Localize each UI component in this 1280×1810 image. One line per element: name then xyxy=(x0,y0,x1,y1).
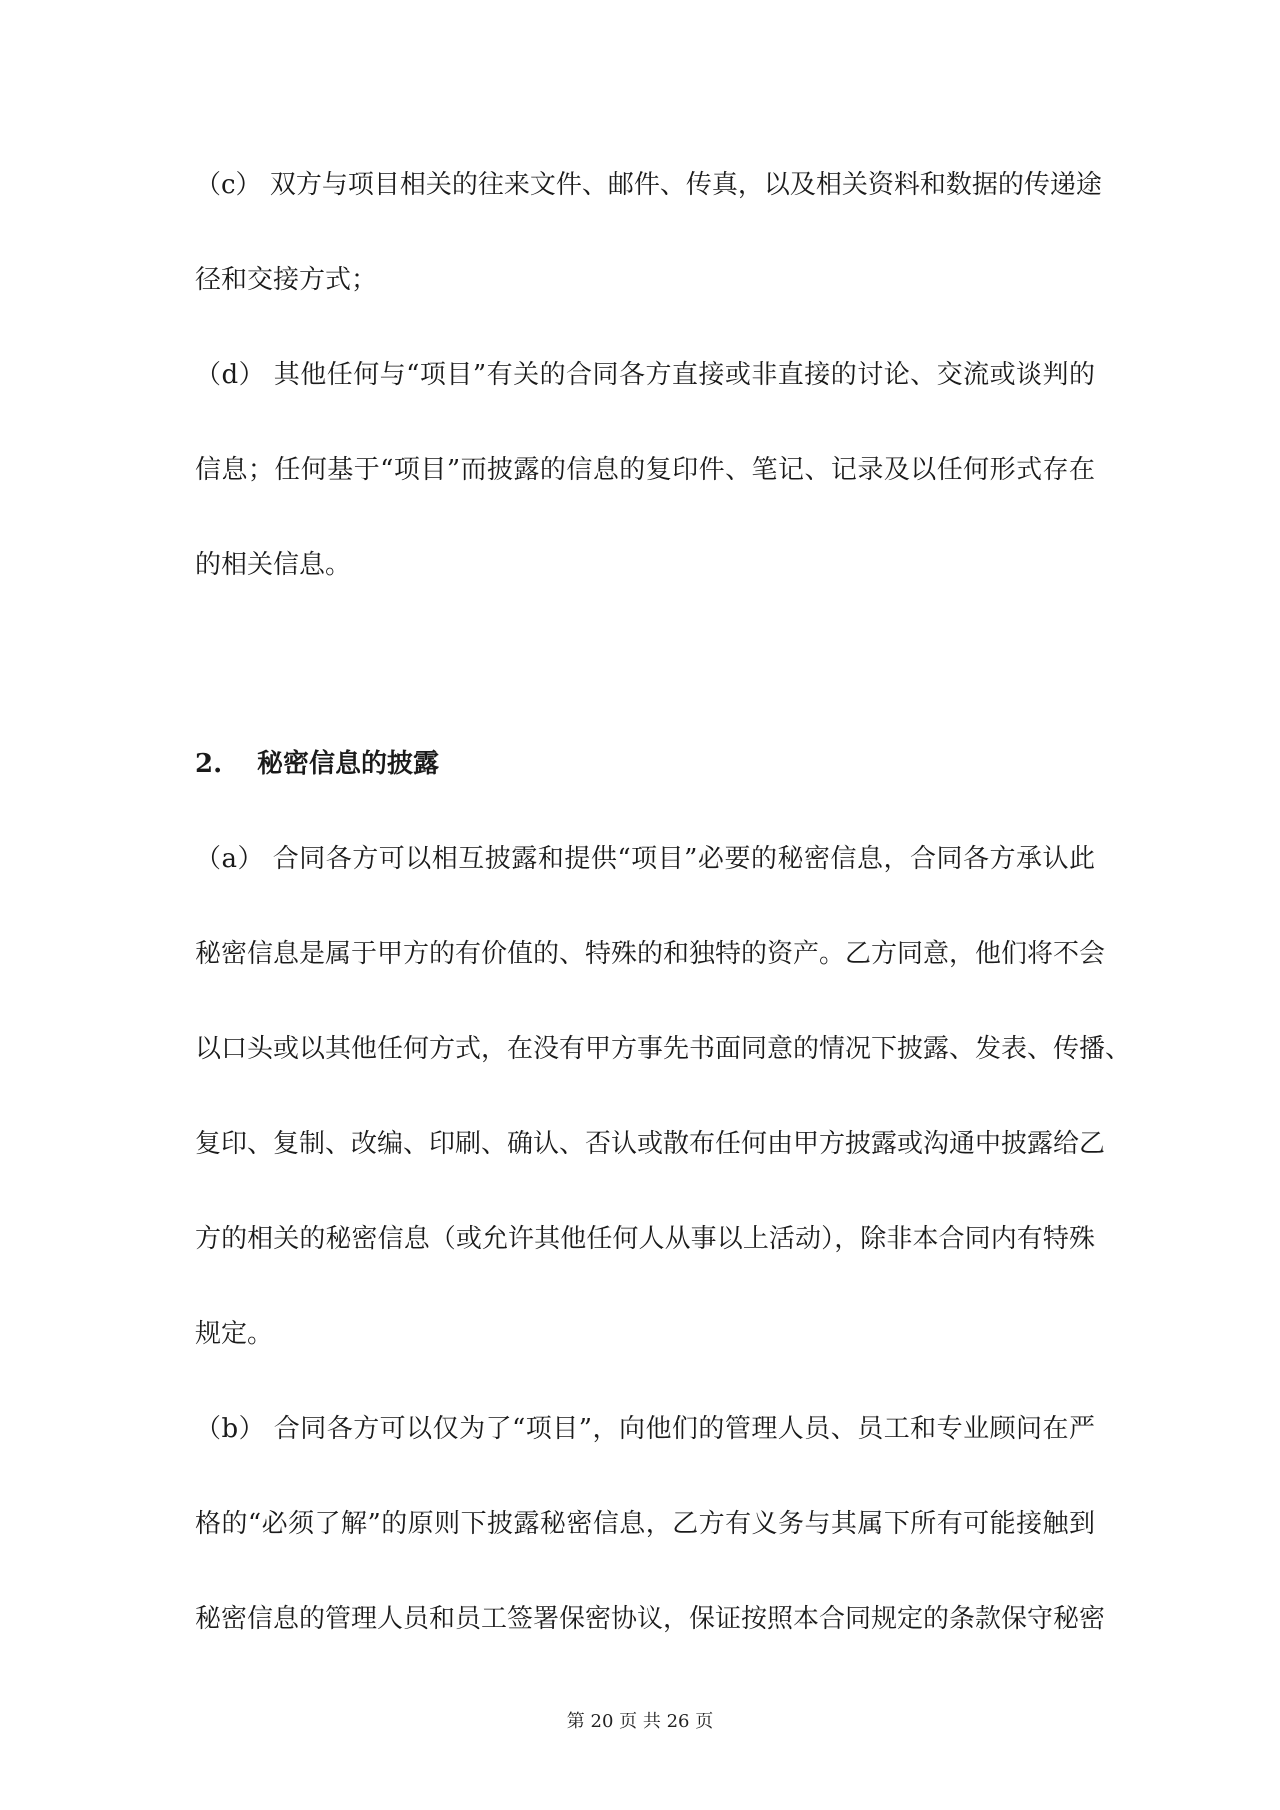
paragraph-2a-line-4: 复印、复制、改编、印刷、确认、否认或散布任何由甲方披露或沟通中披露给乙 xyxy=(195,1129,1106,1159)
paragraph-2a-line-3: 以口头或以其他任何方式，在没有甲方事先书面同意的情况下披露、发表、传播、 xyxy=(195,1034,1132,1064)
paragraph-2b-line-3: 秘密信息的管理人员和员工签署保密协议，保证按照本合同规定的条款保守秘密 xyxy=(195,1604,1106,1634)
paragraph-2a-line-5: 方的相关的秘密信息（或允许其他任何人从事以上活动），除非本合同内有特殊 xyxy=(195,1224,1095,1254)
section-heading xyxy=(195,747,439,781)
paragraph-2a-line-6: 规定。 xyxy=(195,1319,274,1349)
paragraph-2a-line-1: （a） 合同各方可以相互披露和提供“项目”必要的秘密信息，合同各方承认此 xyxy=(195,844,1095,874)
paragraph-d-line-2: 信息；任何基于“项目”而披露的信息的复印件、笔记、记录及以任何形式存在 xyxy=(195,455,1095,485)
section-number: 2. xyxy=(195,749,223,779)
page-number-footer: 第 20 页 共 26 页 xyxy=(566,1711,714,1732)
paragraph-d-line-3: 的相关信息。 xyxy=(195,550,352,580)
paragraph-2b-line-2: 格的“必须了解”的原则下披露秘密信息，乙方有义务与其属下所有可能接触到 xyxy=(195,1509,1095,1539)
paragraph-c-line-2: 径和交接方式； xyxy=(195,265,378,295)
section-title: 秘密信息的披露 xyxy=(257,749,440,779)
paragraph-2b-line-1: （b） 合同各方可以仅为了“项目”，向他们的管理人员、员工和专业顾问在严 xyxy=(195,1414,1095,1444)
paragraph-2a-line-2: 秘密信息是属于甲方的有价值的、特殊的和独特的资产。乙方同意，他们将不会 xyxy=(195,939,1106,969)
paragraph-c-line-1: （c） 双方与项目相关的往来文件、邮件、传真，以及相关资料和数据的传递途 xyxy=(195,170,1102,200)
paragraph-d-line-1: （d） 其他任何与“项目”有关的合同各方直接或非直接的讨论、交流或谈判的 xyxy=(195,360,1095,390)
